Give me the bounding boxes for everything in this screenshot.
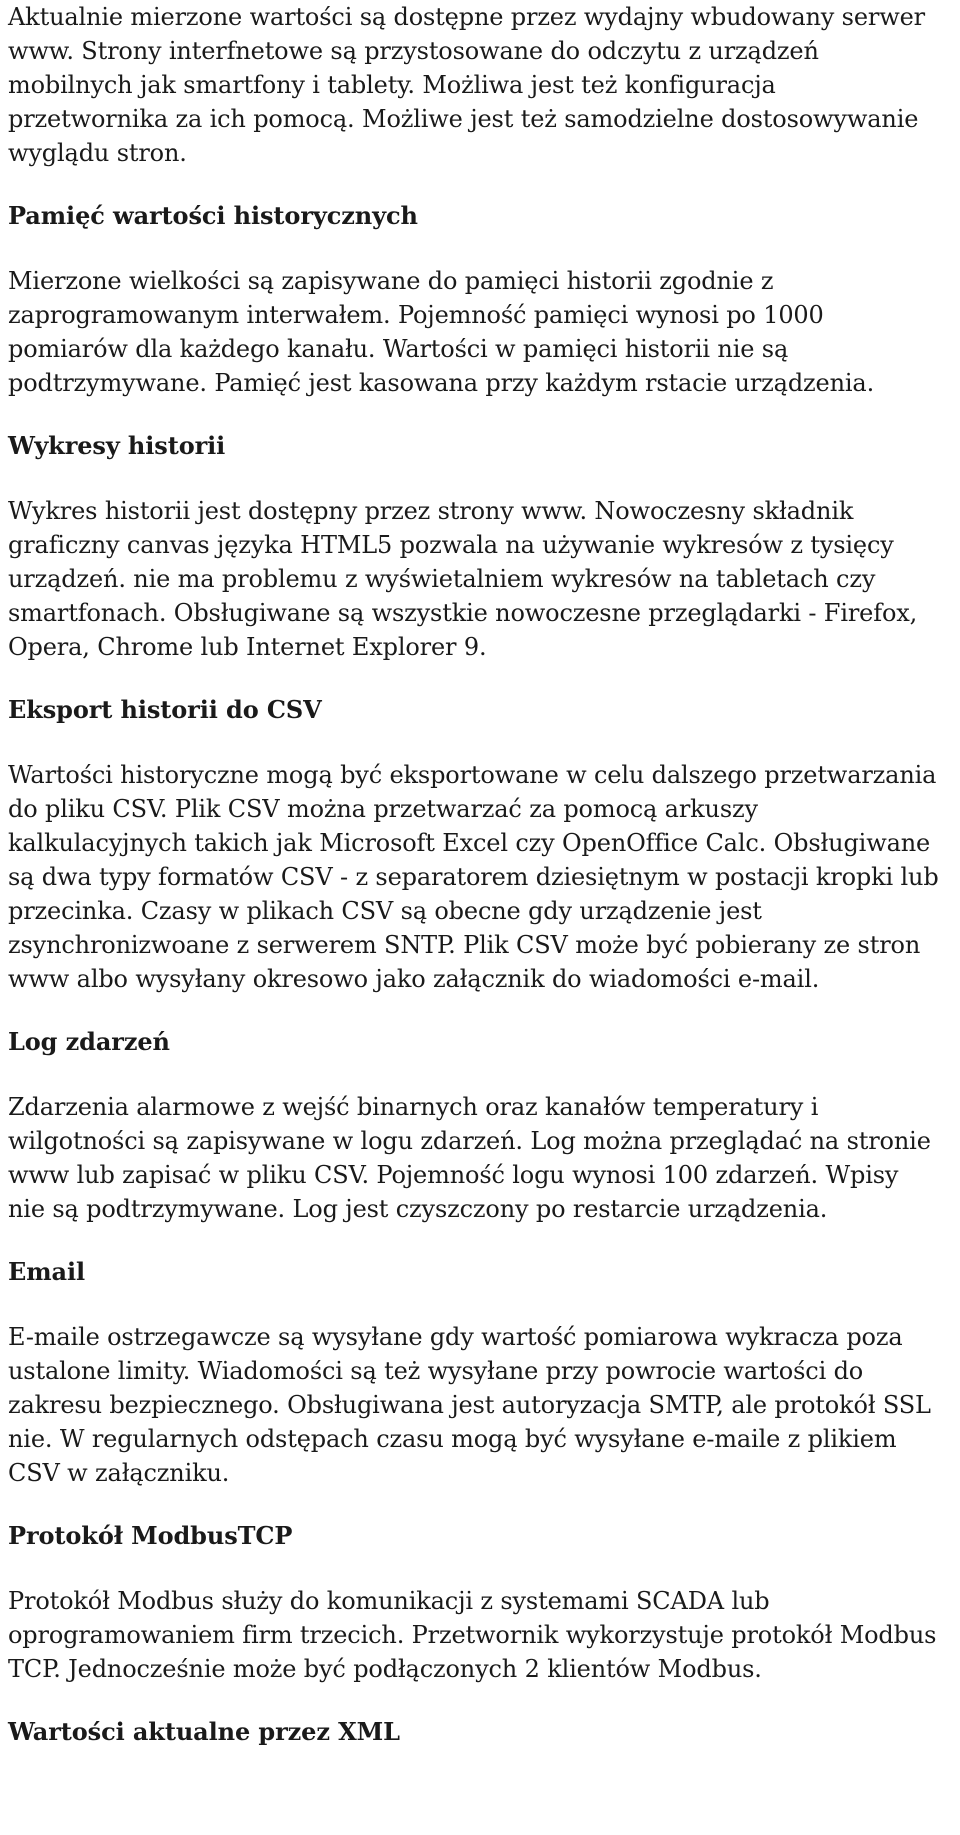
paragraph-modbus-tcp: Protokół Modbus służy do komunikacji z systemami SCADA lub oprogramowaniem firm trzecich. Przetwornik wykorzystuje protokół Modbus TCP. Jednocześnie może być podłączonych 2 klientów Modbus. — [8, 1587, 937, 1683]
heading-modbus-tcp: Protokół ModbusTCP — [8, 1521, 293, 1550]
heading-event-log: Log zdarzeń — [8, 1027, 170, 1056]
paragraph-history-memory: Mierzone wielkości są zapisywane do pamięci historii zgodnie z zaprogramowanym interwałem. Pojemność pamięci wynosi po 1000 pomiarów dla każdego kanału. Wartości w pamięci historii nie są podtrzymywane. Pamięć jest kasowana przy każdym rstacie urządzenia. — [8, 267, 875, 397]
heading-email: Email — [8, 1257, 85, 1286]
heading-xml-values: Wartości aktualne przez XML — [8, 1717, 400, 1746]
paragraph-email: E-maile ostrzegawcze są wysyłane gdy wartość pomiarowa wykracza poza ustalone limity. Wiadomości są też wysyłane przy powrocie wartości do zakresu bezpiecznego. Obsługiwana jest autoryzacja SMTP, ale protokół SSL nie. W regularnych odstępach czasu mogą być wysyłane e-maile z plikiem CSV w załączniku. — [8, 1323, 931, 1487]
paragraph-history-charts: Wykres historii jest dostępny przez strony www. Nowoczesny składnik graficzny canvas języka HTML5 pozwala na używanie wykresów z tysięcy urządzeń. nie ma problemu z wyświetalniem wykresów na tabletach czy smartfonach. Obsługiwane są wszystkie nowoczesne przeglądarki - Firefox, Opera, Chrome lub Internet Explorer 9. — [8, 497, 918, 661]
paragraph-event-log: Zdarzenia alarmowe z wejść binarnych oraz kanałów temperatury i wilgotności są zapisywane w logu zdarzeń. Log można przeglądać na stronie www lub zapisać w pliku CSV. Pojemność logu wynosi 100 zdarzeń. Wpisy nie są podtrzymywane. Log jest czyszczony po restarcie urządzenia. — [8, 1093, 931, 1223]
paragraph-csv-export: Wartości historyczne mogą być eksportowane w celu dalszego przetwarzania do pliku CSV. Plik CSV można przetwarzać za pomocą arkuszy kalkulacyjnych takich jak Microsoft Excel czy OpenOffice Calc. Obsługiwane są dwa typy formatów CSV - z separatorem dziesiętnym w postacji kropki lub przecinka. Czasy w plikach CSV są obecne gdy urządzenie jest zsynchronizwoane z serwerem SNTP. Plik CSV może być pobierany ze stron www albo wysyłany okresowo jako załącznik do wiadomości e-mail. — [8, 761, 939, 993]
heading-history-charts: Wykresy historii — [8, 431, 226, 460]
heading-csv-export: Eksport historii do CSV — [8, 695, 322, 724]
intro-paragraph: Aktualnie mierzone wartości są dostępne przez wydajny wbudowany serwer www. Strony interfnetowe są przystosowane do odczytu z urządzeń mobilnych jak smartfony i tablety. Możliwa jest też konfiguracja przetwornika za ich pomocą. Możliwe jest też samodzielne dostosowywanie wyglądu stron. — [8, 3, 925, 167]
heading-history-memory: Pamięć wartości historycznych — [8, 201, 418, 230]
